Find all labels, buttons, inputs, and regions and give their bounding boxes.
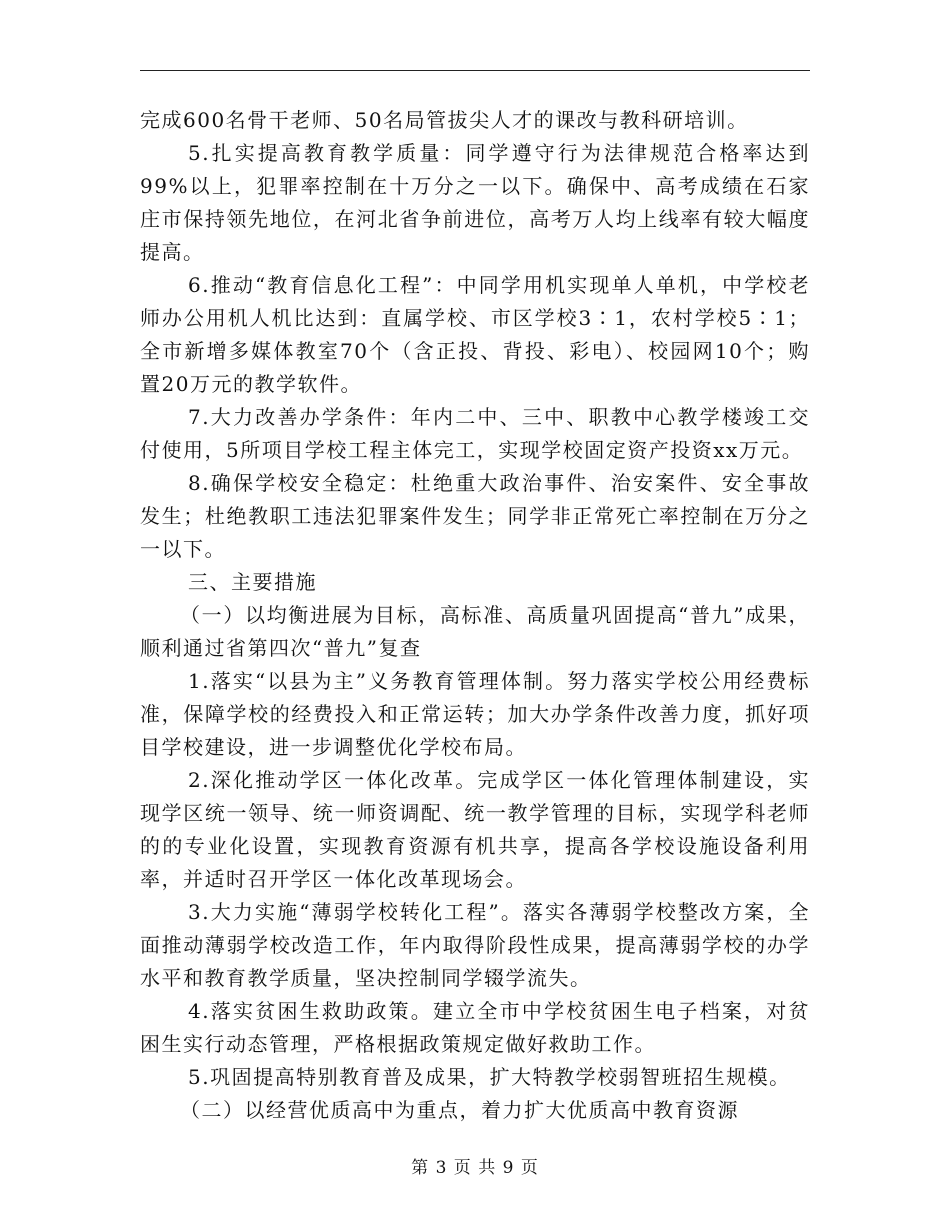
subsection-heading-2: （二）以经营优质高中为重点，着力扩大优质高中教育资源	[180, 1098, 739, 1122]
measure-item-1: 1.落实“以县为主”义务教育管理体制。努力落实学校公用经费标准，保障学校的经费投入和正常运转；加大办学条件改善力度，抓好项目学校建设，进一步调整优化学校布局。	[140, 669, 810, 759]
document-body	[140, 104, 810, 1127]
header-rule	[140, 70, 810, 71]
paragraph-item-8: 8.确保学校安全稳定：杜绝重大政治事件、治安案件、安全事故发生；杜绝教职工违法犯罪案件发生；同学非正常死亡率控制在万分之一以下。	[140, 471, 810, 561]
paragraph-item-5: 5.扎实提高教育教学质量：同学遵守行为法律规范合格率达到99%以上，犯罪率控制在十万分之一以下。确保中、高考成绩在石家庄市保持领先地位，在河北省争前进位，高考万人均上线率有较大幅度提高。	[140, 141, 810, 264]
measure-item-2: 2.深化推动学区一体化改革。完成学区一体化管理体制建设，实现学区统一领导、统一师资调配、统一教学管理的目标，实现学科老师的的专业化设置，实现教育资源有机共享，提高各学校设施设备利用率，并适时召开学区一体化改革现场会。	[140, 768, 810, 891]
measure-item-5: 5.巩固提高特别教育普及成果，扩大特教学校弱智班招生规模。	[188, 1065, 791, 1089]
paragraph-item-7: 7.大力改善办学条件：年内二中、三中、职教中心教学楼竣工交付使用，5所项目学校工程主体完工，实现学校固定资产投资xx万元。	[140, 405, 810, 462]
measure-item-4: 4.落实贫困生救助政策。建立全市中学校贫困生电子档案，对贫困生实行动态管理，严格根据政策规定做好救助工作。	[140, 999, 810, 1056]
section-heading: 三、主要措施	[188, 570, 317, 594]
paragraph-continuation: 完成600名骨干老师、50名局管拔尖人才的课改与教科研培训。	[140, 108, 749, 132]
paragraph-item-6: 6.推动“教育信息化工程”：中同学用机实现单人单机，中学校老师办公用机人机比达到：直属学校、市区学校3∶1，农村学校5∶1；全市新增多媒体教室70个（含正投、背投、彩电）、校园网10个；购置20万元的教学软件。	[140, 273, 810, 396]
measure-item-3: 3.大力实施“薄弱学校转化工程”。落实各薄弱学校整改方案，全面推动薄弱学校改造工作，年内取得阶段性成果，提高薄弱学校的办学水平和教育教学质量，坚决控制同学辍学流失。	[140, 900, 810, 990]
page-number: 第 3 页 共 9 页	[411, 1158, 539, 1178]
subsection-heading-1: （一）以均衡进展为目标，高标准、高质量巩固提高“普九”成果，顺利通过省第四次“普九”复查	[140, 603, 810, 660]
